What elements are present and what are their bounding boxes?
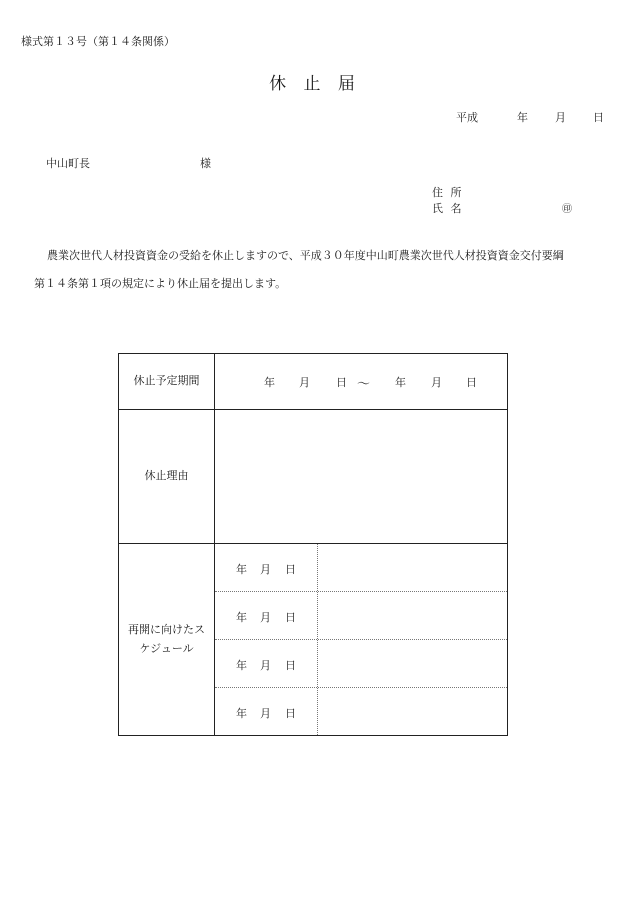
date-era: 平成	[456, 111, 478, 124]
schedule-day: 日	[285, 707, 296, 720]
schedule-month: 月	[260, 563, 271, 576]
schedule-year: 年	[236, 707, 247, 720]
schedule-day: 日	[285, 659, 296, 672]
schedule-month: 月	[260, 611, 271, 624]
address-label: 住 所	[432, 186, 464, 199]
date-month-label: 月	[555, 111, 566, 124]
schedule-row	[119, 544, 508, 736]
schedule-year: 年	[236, 659, 247, 672]
schedule-entry	[215, 591, 507, 639]
schedule-entry	[215, 687, 507, 735]
suspension-table	[118, 353, 508, 736]
addressee-name: 中山町長	[46, 157, 90, 170]
schedule-date-field[interactable]	[215, 544, 318, 591]
body-text-line-1: 農業次世代人材投資資金の受給を休止しますので、平成３０年度中山町農業次世代人材投資資金交付要綱	[47, 249, 564, 262]
schedule-month: 月	[260, 707, 271, 720]
schedule-day: 日	[285, 611, 296, 624]
schedule-date-field[interactable]	[215, 592, 318, 639]
schedule-note-field[interactable]	[318, 592, 507, 639]
name-label: 氏 名	[432, 202, 464, 215]
period-tilde: ～	[357, 377, 371, 392]
schedule-note-field[interactable]	[318, 640, 507, 687]
form-number: 様式第１３号（第１４条関係）	[21, 35, 175, 48]
schedule-field	[215, 544, 508, 736]
schedule-label-line-2: ケジュール	[139, 641, 194, 655]
period-start-year: 年	[264, 376, 275, 389]
schedule-year: 年	[236, 563, 247, 576]
body-text-line-2: 第１４条第１項の規定により休止届を提出します。	[34, 277, 287, 290]
schedule-entry	[215, 544, 507, 591]
schedule-date-field[interactable]	[215, 640, 318, 687]
schedule-note-field[interactable]	[318, 688, 507, 735]
period-start-month: 月	[299, 376, 310, 389]
schedule-year: 年	[236, 611, 247, 624]
document-title: 休 止 届	[269, 74, 361, 94]
period-start-day: 日	[336, 376, 347, 389]
schedule-note-field[interactable]	[318, 544, 507, 591]
reason-label: 休止理由	[119, 410, 215, 544]
seal-icon: ㊞	[562, 204, 572, 215]
period-end-month: 月	[431, 376, 442, 389]
schedule-day: 日	[285, 563, 296, 576]
period-field[interactable]	[215, 354, 508, 410]
schedule-label-line-1: 再開に向けたス	[128, 622, 205, 636]
period-end-day: 日	[466, 376, 477, 389]
reason-field[interactable]	[215, 410, 508, 544]
schedule-date-field[interactable]	[215, 688, 318, 735]
date-day-label: 日	[593, 111, 604, 124]
period-end-year: 年	[395, 376, 406, 389]
addressee-honorific: 様	[200, 157, 211, 170]
schedule-entry	[215, 639, 507, 687]
schedule-label	[119, 544, 215, 736]
reason-row	[119, 410, 508, 544]
period-row	[119, 354, 508, 410]
date-year-label: 年	[517, 111, 528, 124]
schedule-month: 月	[260, 659, 271, 672]
period-label: 休止予定期間	[119, 354, 215, 410]
